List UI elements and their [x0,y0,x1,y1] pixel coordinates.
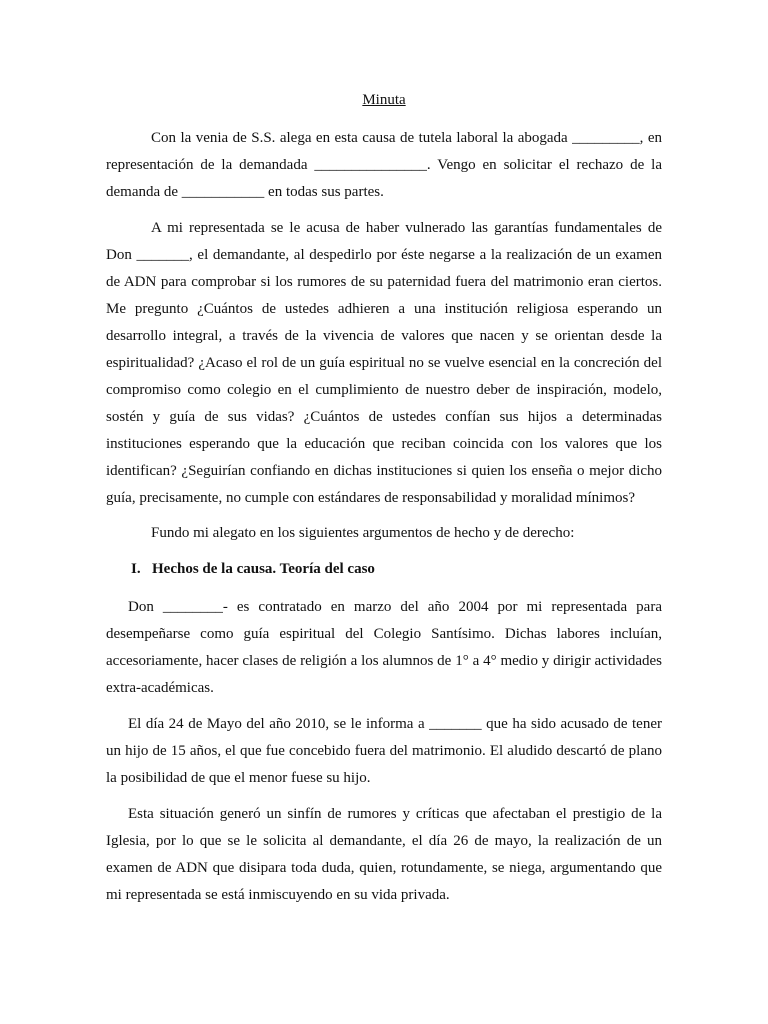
intro-paragraph: Con la venia de S.S. alega en esta causa de tutela laboral la abogada _________, en representación de la demandada _______________. Vengo en solicitar el rechazo de la demanda de ___________ en todas sus partes. [106,130,662,200]
section-number: I. [131,561,141,577]
fact-paragraph-accusation: El día 24 de Mayo del año 2010, se le informa a _______ que ha sido acusado de tener un hijo de 15 años, el que fue concebido fuera del matrimonio. El aludido descartó de plano la posibilidad de que el menor fuese su hijo. [106,716,662,786]
section-title: Hechos de la causa. Teoría del caso [152,561,375,577]
fact-paragraph-hiring: Don ________- es contratado en marzo del año 2004 por mi representada para desempeñarse como guía espiritual del Colegio Santísimo. Dichas labores incluían, accesoriamente, hacer clases de religión a los alumnos de 1° a 4° medio y dirigir actividades extra-académicas. [106,599,662,696]
fact-paragraph-dna-refusal: Esta situación generó un sinfín de rumores y críticas que afectaban el prestigio de la Iglesia, por lo que se le solicita al demandante, el día 26 de mayo, la realización de un examen de ADN que disipara toda duda, quien, rotundamente, se niega, argumentando que mi representada se está inmiscuyendo en su vida privada. [106,806,662,903]
argument-intro-paragraph: Fundo mi alegato en los siguientes argumentos de hecho y de derecho: [151,525,575,541]
document-title: Minuta [362,92,406,108]
section-heading [131,558,375,580]
accusation-paragraph: A mi representada se le acusa de haber vulnerado las garantías fundamentales de Don _______, el demandante, al despedirlo por éste negarse a la realización de un examen de ADN para comprobar si los rumores de su paternidad fuera del matrimonio eran ciertos. Me pregunto ¿Cuántos de ustedes adhieren a una institución religiosa esperando un desarrollo integral, a través de la vivencia de valores que nacen y se orientan desde la espiritualidad? ¿Acaso el rol de un guía espiritual no se vuelve esencial en la concreción del compromiso como colegio en el cumplimiento de nuestro deber de inspiración, modelo, sostén y guía de sus vidas? ¿Cuántos de ustedes confían sus hijos a determinadas instituciones esperando que la educación que reciban coincida con los valores que los identifican? ¿Seguirían confiando en dichas instituciones si quien los enseña o mejor dicho guía, precisamente, no cumple con estándares de responsabilidad y moralidad mínimos? [106,220,662,506]
